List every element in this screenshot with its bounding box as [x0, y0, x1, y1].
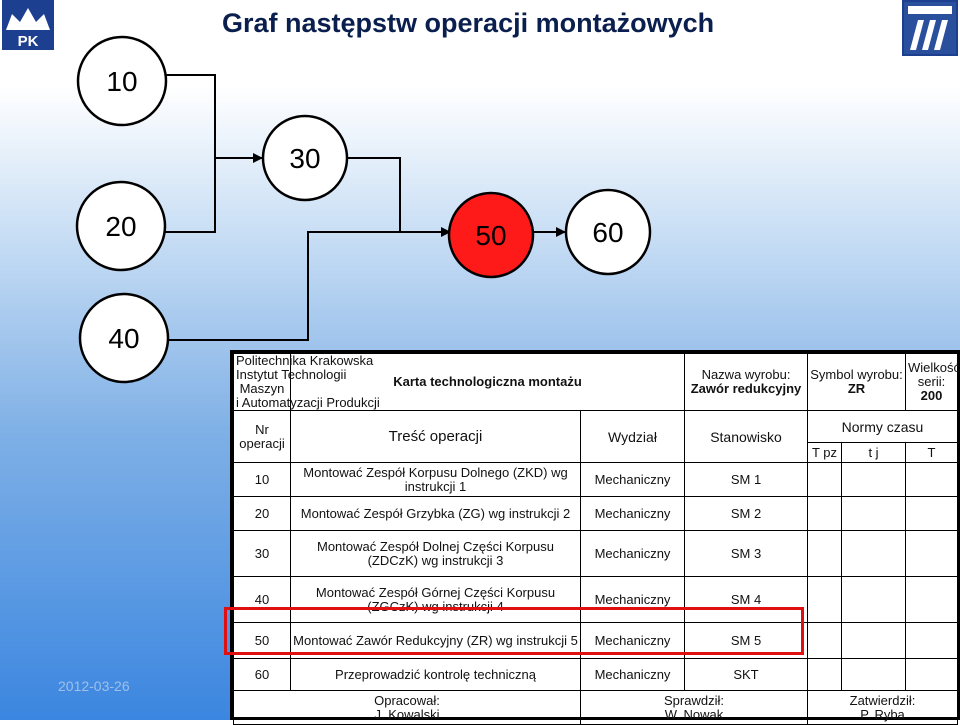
signature-row — [234, 691, 958, 725]
table-row: 10 Montować Zespół Korpusu Dolnego (ZKD) wg instrukcji 1 Mechaniczny SM 1 — [234, 463, 958, 497]
col-station-header: Stanowisko — [685, 411, 808, 463]
card-title: Karta technologiczna montażu — [291, 354, 685, 411]
checked-cell: Sprawdził: W. Nowak — [581, 691, 808, 725]
slide-date: 2012-03-26 — [58, 678, 130, 694]
highlight-box — [224, 607, 804, 655]
edge-40-50 — [165, 232, 450, 340]
svg-text:60: 60 — [592, 217, 624, 248]
svg-text:50: 50 — [475, 220, 507, 251]
approved-cell: Zatwierdził: P. Ryba — [808, 691, 958, 725]
edge-20-30 — [160, 158, 215, 232]
col-norms-header: Normy czasu — [808, 411, 958, 443]
svg-text:30: 30 — [289, 143, 321, 174]
institution-cell: Politechnika Krakowska Instytut Technologii Maszyn i Automatyzacji Produkcji — [234, 354, 291, 411]
svg-text:PK: PK — [17, 33, 39, 50]
product-cell: Nazwa wyrobu: Zawór redukcyjny — [685, 354, 808, 411]
table-row: 40 Montować Zespół Górnej Części Korpusu (ZGCzK) wg instrukcji 4 Mechaniczny SM 4 — [234, 577, 958, 623]
page-title: Graf następstw operacji montażowych — [222, 8, 715, 38]
node-10 — [78, 37, 166, 125]
assembly-card — [230, 350, 960, 720]
col-tpz-header: T pz — [808, 443, 842, 463]
table-row: 20 Montować Zespół Grzybka (ZG) wg instrukcji 2 Mechaniczny SM 2 — [234, 497, 958, 531]
symbol-cell: Symbol wyrobu: ZR — [808, 354, 906, 411]
col-nr-header: Nr operacji — [234, 411, 291, 463]
col-content-header: Treść operacji — [291, 411, 581, 463]
svg-text:20: 20 — [105, 211, 137, 242]
node-30 — [263, 116, 347, 200]
col-ti-header: t j — [842, 443, 906, 463]
edge-10-30 — [160, 75, 262, 158]
svg-text:40: 40 — [108, 323, 140, 354]
node-40 — [80, 294, 168, 382]
node-60 — [566, 190, 650, 274]
node-20 — [77, 182, 165, 270]
series-cell: Wielkość serii: 200 — [906, 354, 958, 411]
col-dept-header: Wydział — [581, 411, 685, 463]
prepared-cell: Opracował: J. Kowalski — [234, 691, 581, 725]
table-row: 60 Przeprowadzić kontrolę techniczną Mechaniczny SKT — [234, 659, 958, 691]
svg-text:10: 10 — [106, 66, 138, 97]
edge-30-50 — [346, 158, 400, 232]
table-row: 50 Montować Zawór Redukcyjny (ZR) wg instrukcji 5 Mechaniczny SM 5 — [234, 623, 958, 659]
table-row: 30 Montować Zespół Dolnej Części Korpusu (ZDCzK) wg instrukcji 3 Mechaniczny SM 3 — [234, 531, 958, 577]
col-t-header: T — [906, 443, 958, 463]
node-50 — [449, 193, 533, 277]
